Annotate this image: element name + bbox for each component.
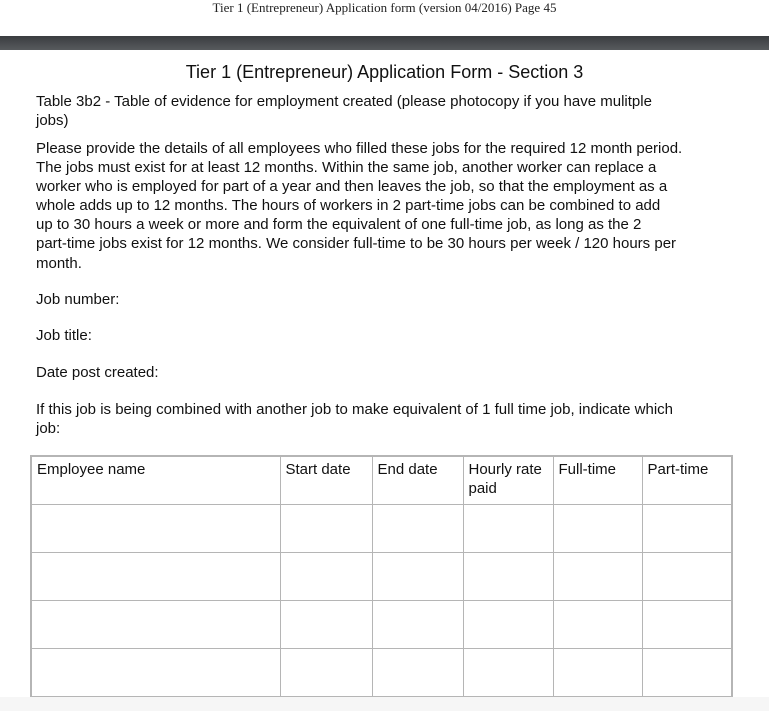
paragraph-line: worker who is employed for part of a year and then leaves the job, so that the employment as a: [36, 178, 668, 195]
table-cell: [31, 649, 280, 698]
page-title: Tier 1 (Entrepreneur) Application Form - Section 3: [185, 62, 584, 82]
header-end-date: End date: [372, 456, 463, 505]
table-cell: [280, 649, 372, 698]
table-cell: [372, 649, 463, 698]
table-row: [31, 649, 732, 698]
table-cell: [463, 505, 553, 553]
header-part-time: Part-time: [642, 456, 732, 505]
table-cell: [463, 601, 553, 649]
table-cell: [553, 553, 642, 601]
table-cell: [553, 601, 642, 649]
paragraph-line: whole adds up to 12 months. The hours of workers in 2 part-time jobs can be combined to add: [36, 197, 661, 214]
employee-evidence-table: [30, 455, 733, 698]
table-cell: [372, 601, 463, 649]
combined-job-label: If this job is being combined with another job to make equivalent of 1 full time job, indicate which: [36, 401, 674, 418]
header-start-date: Start date: [280, 456, 372, 505]
table-caption: jobs): [36, 112, 69, 129]
job-number-label: Job number:: [36, 291, 120, 308]
table-row: [31, 553, 732, 601]
header-full-time: Full-time: [553, 456, 642, 505]
table-cell: [31, 505, 280, 553]
viewer-page-separator: [0, 36, 769, 50]
table-cell: [31, 601, 280, 649]
table-row: [31, 601, 732, 649]
table-cell: [642, 505, 732, 553]
table-cell: [463, 553, 553, 601]
paragraph-line: month.: [36, 255, 82, 272]
table-cell: [372, 553, 463, 601]
paragraph-line: part-time jobs exist for 12 months. We consider full-time to be 30 hours per week / 120 hours per: [36, 235, 677, 252]
table-cell: [463, 649, 553, 698]
table-cell: [642, 601, 732, 649]
table-caption: Table 3b2 - Table of evidence for employment created (please photocopy if you have mulitple: [36, 93, 652, 110]
table-cell: [642, 649, 732, 698]
job-title-label: Job title:: [36, 327, 92, 344]
date-post-created-label: Date post created:: [36, 364, 159, 381]
table-row: [31, 505, 732, 553]
table-cell: [553, 505, 642, 553]
table-cell: [553, 649, 642, 698]
table-cell: [642, 553, 732, 601]
paragraph-line: The jobs must exist for at least 12 months. Within the same job, another worker can replace a: [36, 159, 657, 176]
table-cell: [31, 553, 280, 601]
table-header-row: [31, 456, 732, 505]
viewer-background: [0, 697, 769, 711]
table-cell: [280, 505, 372, 553]
combined-job-label: job:: [36, 420, 61, 437]
paragraph-line: up to 30 hours a week or more and form the equivalent of one full-time job, as long as the 2: [36, 216, 642, 233]
table-cell: [280, 553, 372, 601]
header-employee-name: Employee name: [31, 456, 280, 505]
table-cell: [280, 601, 372, 649]
running-header: Tier 1 (Entrepreneur) Application form (version 04/2016) Page 45: [212, 0, 557, 15]
paragraph-line: Please provide the details of all employees who filled these jobs for the required 12 month period.: [36, 140, 683, 157]
header-hourly-rate: Hourly rate paid: [463, 456, 553, 505]
table-cell: [372, 505, 463, 553]
